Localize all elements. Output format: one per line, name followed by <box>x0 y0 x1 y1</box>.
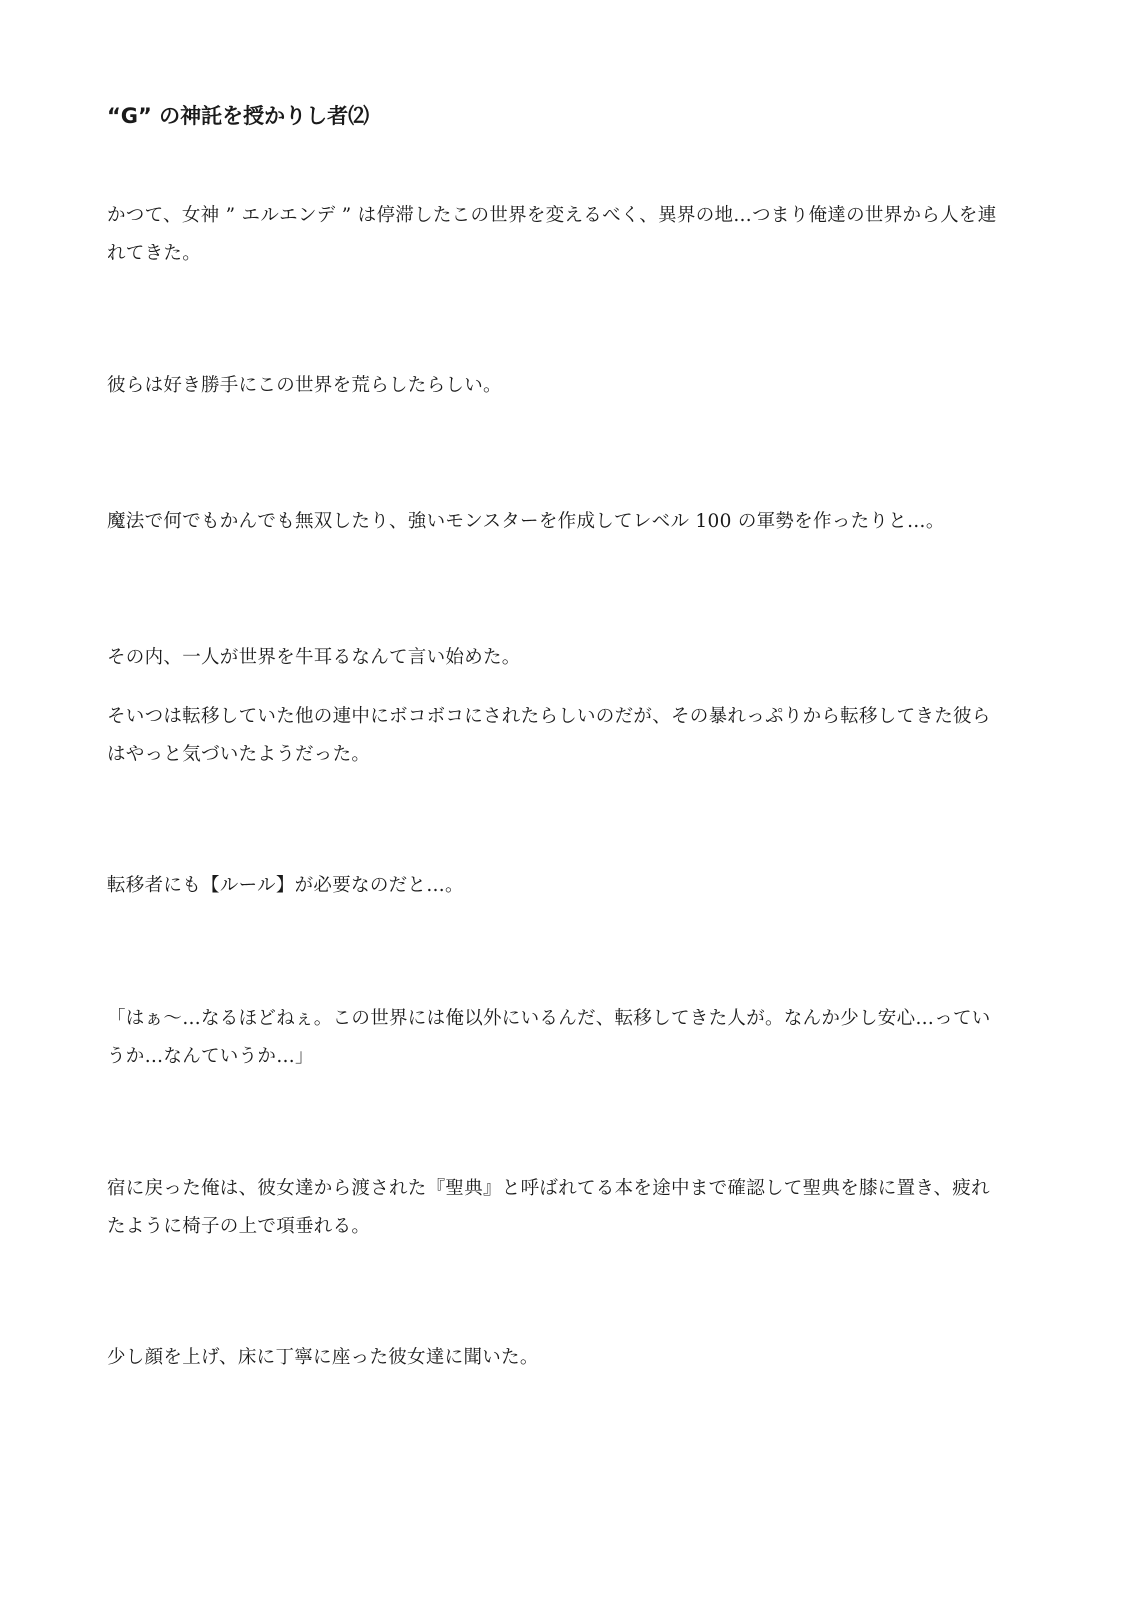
paragraph-1 <box>107 197 1037 273</box>
paragraph-line: 宿に戻った俺は、彼女達から渡された『聖典』と呼ばれてる本を途中まで確認して聖典を膝に置き、疲れ <box>107 1178 990 1199</box>
paragraph-2 <box>107 367 1037 405</box>
paragraph-line: 魔法で何でもかんでも無双したり、強いモンスターを作成してレベル 100 の軍勢を作ったりと…。 <box>107 511 945 532</box>
paragraph-line: 彼らは好き勝手にこの世界を荒らしたらしい。 <box>107 375 502 396</box>
paragraph-line: れてきた。 <box>107 243 202 264</box>
paragraph-7 <box>107 1000 1037 1076</box>
paragraph-line: そいつは転移していた他の連中にボコボコにされたらしいのだが、その暴れっぷりから転移してきた彼ら <box>107 706 991 727</box>
paragraph-6 <box>107 867 1037 905</box>
paragraph-4 <box>107 639 1037 677</box>
paragraph-line: はやっと気づいたようだった。 <box>107 744 371 765</box>
paragraph-line: たように椅子の上で項垂れる。 <box>107 1216 371 1237</box>
paragraph-9 <box>107 1339 1037 1377</box>
paragraph-5 <box>107 698 1037 774</box>
paragraph-line: うか…なんていうか…」 <box>107 1046 314 1067</box>
paragraph-line: 少し顔を上げ、床に丁寧に座った彼女達に聞いた。 <box>107 1347 539 1368</box>
paragraph-line: 転移者にも【ルール】が必要なのだと…。 <box>107 875 464 896</box>
paragraph-line: 「はぁ～…なるほどねぇ。この世界には俺以外にいるんだ、転移してきた人が。なんか少し安心…ってい <box>107 1008 991 1029</box>
paragraph-3 <box>107 503 1037 541</box>
chapter-title: “G” の神託を授かりし者⑵ <box>107 104 370 128</box>
paragraph-8 <box>107 1170 1037 1246</box>
paragraph-line: その内、一人が世界を牛耳るなんて言い始めた。 <box>107 647 521 668</box>
paragraph-line: かつて、女神 ” エルエンデ ” は停滞したこの世界を変えるべく、異界の地…つまり俺達の世界から人を連 <box>107 205 997 226</box>
